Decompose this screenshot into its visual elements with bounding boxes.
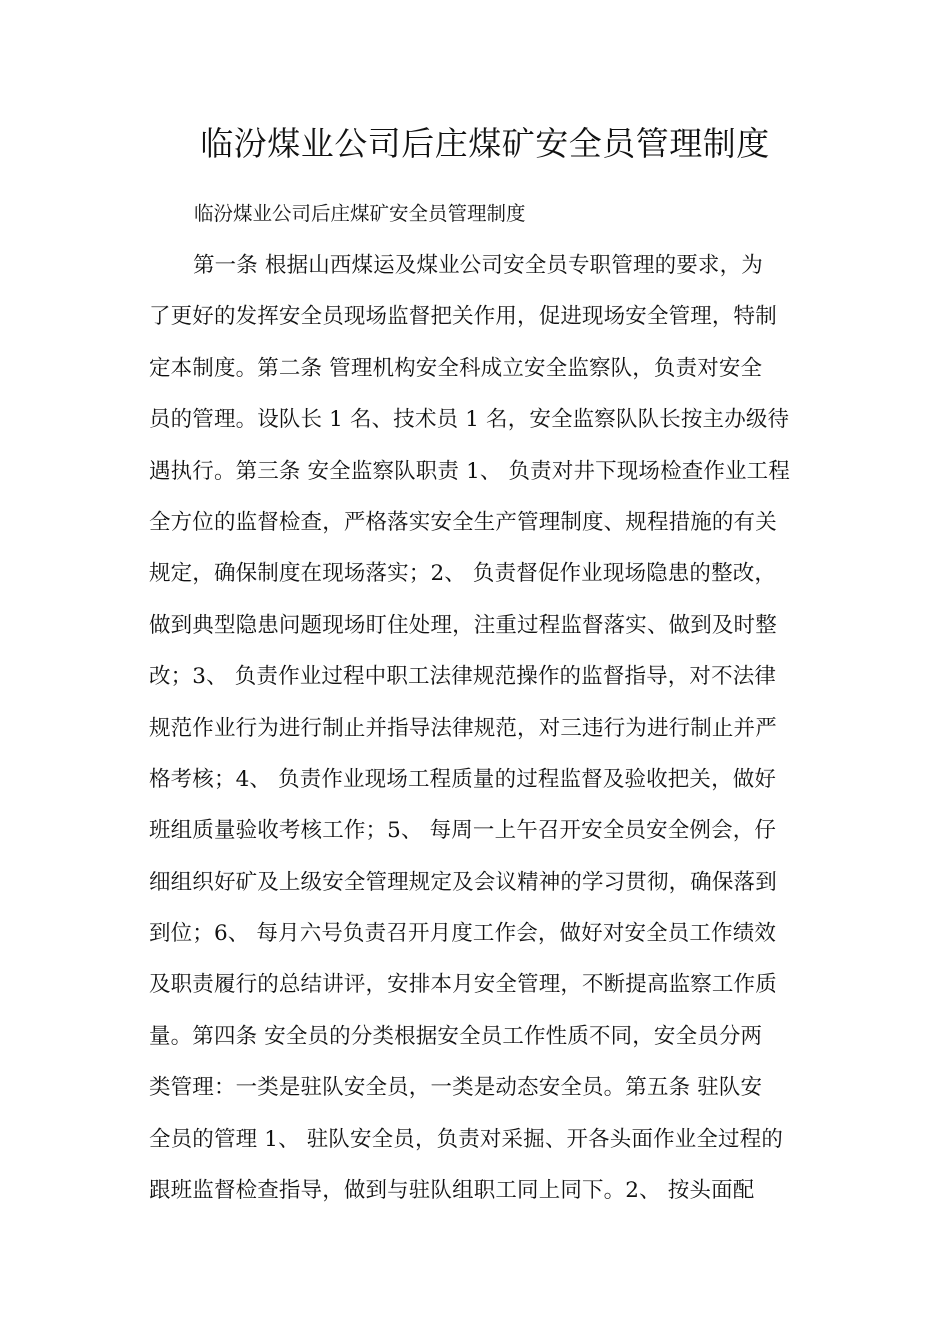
body-line: 了更好的发挥安全员现场监督把关作用，促进现场安全管理，特制	[149, 304, 777, 330]
body-line: 第一条 根据山西煤运及煤业公司安全员专职管理的要求，为	[193, 253, 763, 278]
body-line: 改；3、 负责作业过程中职工法律规范操作的监督指导，对不法律	[149, 664, 777, 690]
body-line: 定本制度。第二条 管理机构安全科成立安全监察队，负责对安全	[149, 355, 763, 381]
body-line: 班组质量验收考核工作；5、 每周一上午召开安全员安全例会，仔	[149, 818, 777, 844]
body-line: 类管理：一类是驻队安全员，一类是动态安全员。第五条 驻队安	[149, 1075, 763, 1101]
body-line: 细组织好矿及上级安全管理规定及会议精神的学习贯彻，确保落到	[149, 869, 777, 895]
document-title: 临汾煤业公司后庄煤矿安全员管理制度	[200, 124, 770, 163]
body-line: 做到典型隐患问题现场盯住处理，注重过程监督落实、做到及时整	[149, 612, 777, 638]
body-line: 到位；6、 每月六号负责召开月度工作会，做好对安全员工作绩效	[149, 921, 777, 947]
body-line: 遇执行。第三条 安全监察队职责 1、 负责对井下现场检查作业工程	[149, 458, 790, 484]
document-body	[149, 250, 809, 1226]
body-line: 量。第四条 安全员的分类根据安全员工作性质不同，安全员分两	[149, 1023, 763, 1049]
body-line: 规范作业行为进行制止并指导法律规范，对三违行为进行制止并严	[149, 715, 777, 741]
document-subtitle: 临汾煤业公司后庄煤矿安全员管理制度	[194, 202, 526, 225]
body-line: 格考核；4、 负责作业现场工程质量的过程监督及验收把关，做好	[149, 766, 777, 792]
body-line: 跟班监督检查指导，做到与驻队组职工同上同下。2、 按头面配	[149, 1178, 755, 1204]
body-line: 及职责履行的总结讲评，安排本月安全管理，不断提高监察工作质	[149, 972, 777, 998]
body-line: 全方位的监督检查，严格落实安全生产管理制度、规程措施的有关	[149, 509, 777, 535]
body-line: 全员的管理 1、 驻队安全员，负责对采掘、开各头面作业全过程的	[149, 1126, 784, 1152]
body-line: 规定，确保制度在现场落实；2、 负责督促作业现场隐患的整改，	[149, 561, 777, 587]
body-line: 员的管理。设队长 1 名、技术员 1 名，安全监察队队长按主办级待	[149, 407, 790, 433]
